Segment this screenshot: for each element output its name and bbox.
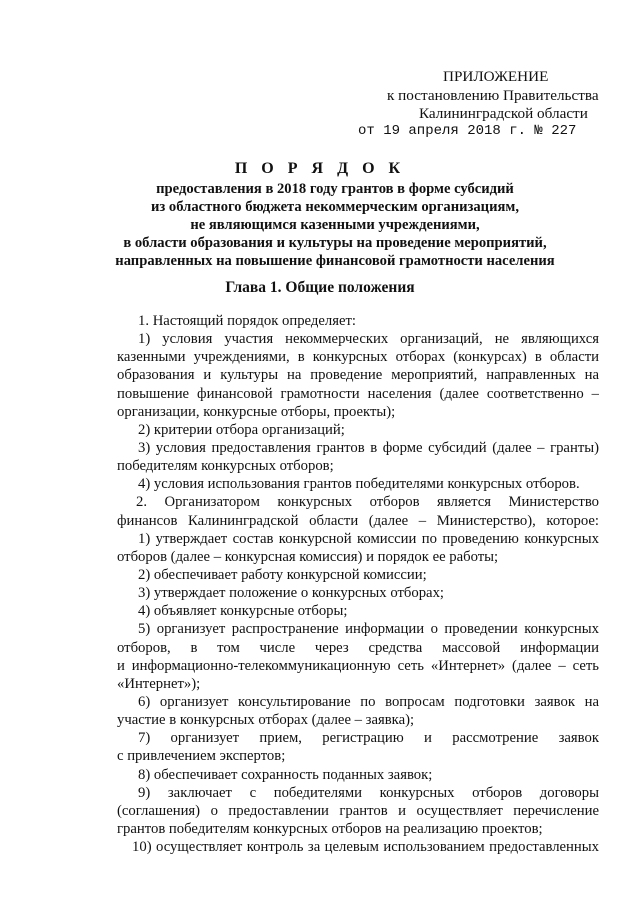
body-line: 2. Организатором конкурсных отборов является Министерство bbox=[136, 494, 599, 511]
body-line: 3) условия предоставления грантов в форме субсидий (далее – гранты) bbox=[138, 439, 599, 456]
body-line: казенными учреждениями, в конкурсных отборах (конкурсах) в области bbox=[117, 349, 599, 366]
body-line: грантов победителям конкурсных отборов на реализацию проектов; bbox=[117, 820, 543, 837]
body-line: и информационно-телекоммуникационную сеть «Интернет» (далее – сеть bbox=[117, 657, 599, 674]
body-line: финансов Калининградской области (далее – Министерство), которое: bbox=[117, 512, 599, 529]
body-line: 3) утверждает положение о конкурсных отборах; bbox=[138, 585, 444, 602]
document-subtitle bbox=[100, 180, 570, 270]
body-line: 4) объявляет конкурсные отборы; bbox=[138, 603, 348, 620]
body-line: 1. Настоящий порядок определяет: bbox=[138, 313, 356, 329]
subtitle-line: не являющимся казенными учреждениями, bbox=[190, 217, 480, 233]
document-title: П О Р Я Д О К bbox=[234, 160, 406, 177]
body-line: «Интернет»); bbox=[117, 675, 201, 692]
chapter-heading: Глава 1. Общие положения bbox=[225, 279, 415, 296]
body-line: организации, конкурсные отборы, проекты); bbox=[117, 403, 396, 420]
body-line: 2) критерии отбора организаций; bbox=[138, 421, 345, 438]
subtitle-line: из областного бюджета некоммерческим организациям, bbox=[151, 199, 519, 215]
subtitle-line: направленных на повышение финансовой грамотности населения bbox=[115, 253, 555, 269]
body-line: (соглашения) о предоставлении грантов и осуществляет перечисление bbox=[117, 802, 599, 819]
body-line: 4) условия использования грантов победителями конкурсных отборов. bbox=[138, 476, 580, 493]
body-line: 2) обеспечивает работу конкурсной комиссии; bbox=[138, 566, 427, 583]
body-line: с привлечением экспертов; bbox=[117, 748, 286, 765]
body-line: 8) обеспечивает сохранность поданных заявок; bbox=[138, 766, 433, 783]
body-line: 6) организует консультирование по вопросам подготовки заявок на bbox=[138, 693, 599, 710]
appendix-title: ПРИЛОЖЕНИЕ bbox=[443, 68, 549, 85]
body-line: 7) организует прием, регистрацию и рассмотрение заявок bbox=[138, 730, 599, 747]
body-line: 5) организует распространение информации о проведении конкурсных bbox=[138, 621, 599, 638]
body-line: 1) утверждает состав конкурсной комиссии по проведению конкурсных bbox=[138, 530, 599, 547]
body-line: 1) условия участия некоммерческих организаций, не являющихся bbox=[138, 331, 599, 348]
body-line: 10) осуществляет контроль за целевым использованием предоставленных bbox=[132, 839, 599, 856]
body-line: 9) заключает с победителями конкурсных отборов договоры bbox=[138, 784, 599, 801]
body-line: повышение финансовой грамотности населения (далее соответственно – bbox=[117, 385, 599, 402]
appendix-line-2: Калининградской области bbox=[419, 105, 588, 122]
body-line: образования и культуры на проведение мероприятий, направленных на bbox=[117, 367, 599, 384]
appendix-date-line: от 19 апреля 2018 г. № 227 bbox=[358, 123, 577, 139]
subtitle-line: в области образования и культуры на проведение мероприятий, bbox=[123, 235, 547, 251]
body-line: отборов, в том числе через средства массовой информации bbox=[117, 639, 599, 656]
document-body bbox=[117, 312, 599, 856]
appendix-line-1: к постановлению Правительства bbox=[387, 87, 599, 104]
body-line: отборов (далее – конкурсная комиссия) и порядок ее работы; bbox=[117, 548, 499, 565]
subtitle-line: предоставления в 2018 году грантов в форме субсидий bbox=[156, 181, 514, 197]
body-line: победителям конкурсных отборов; bbox=[117, 458, 334, 475]
body-line: участие в конкурсных отборах (далее – заявка); bbox=[117, 712, 415, 729]
